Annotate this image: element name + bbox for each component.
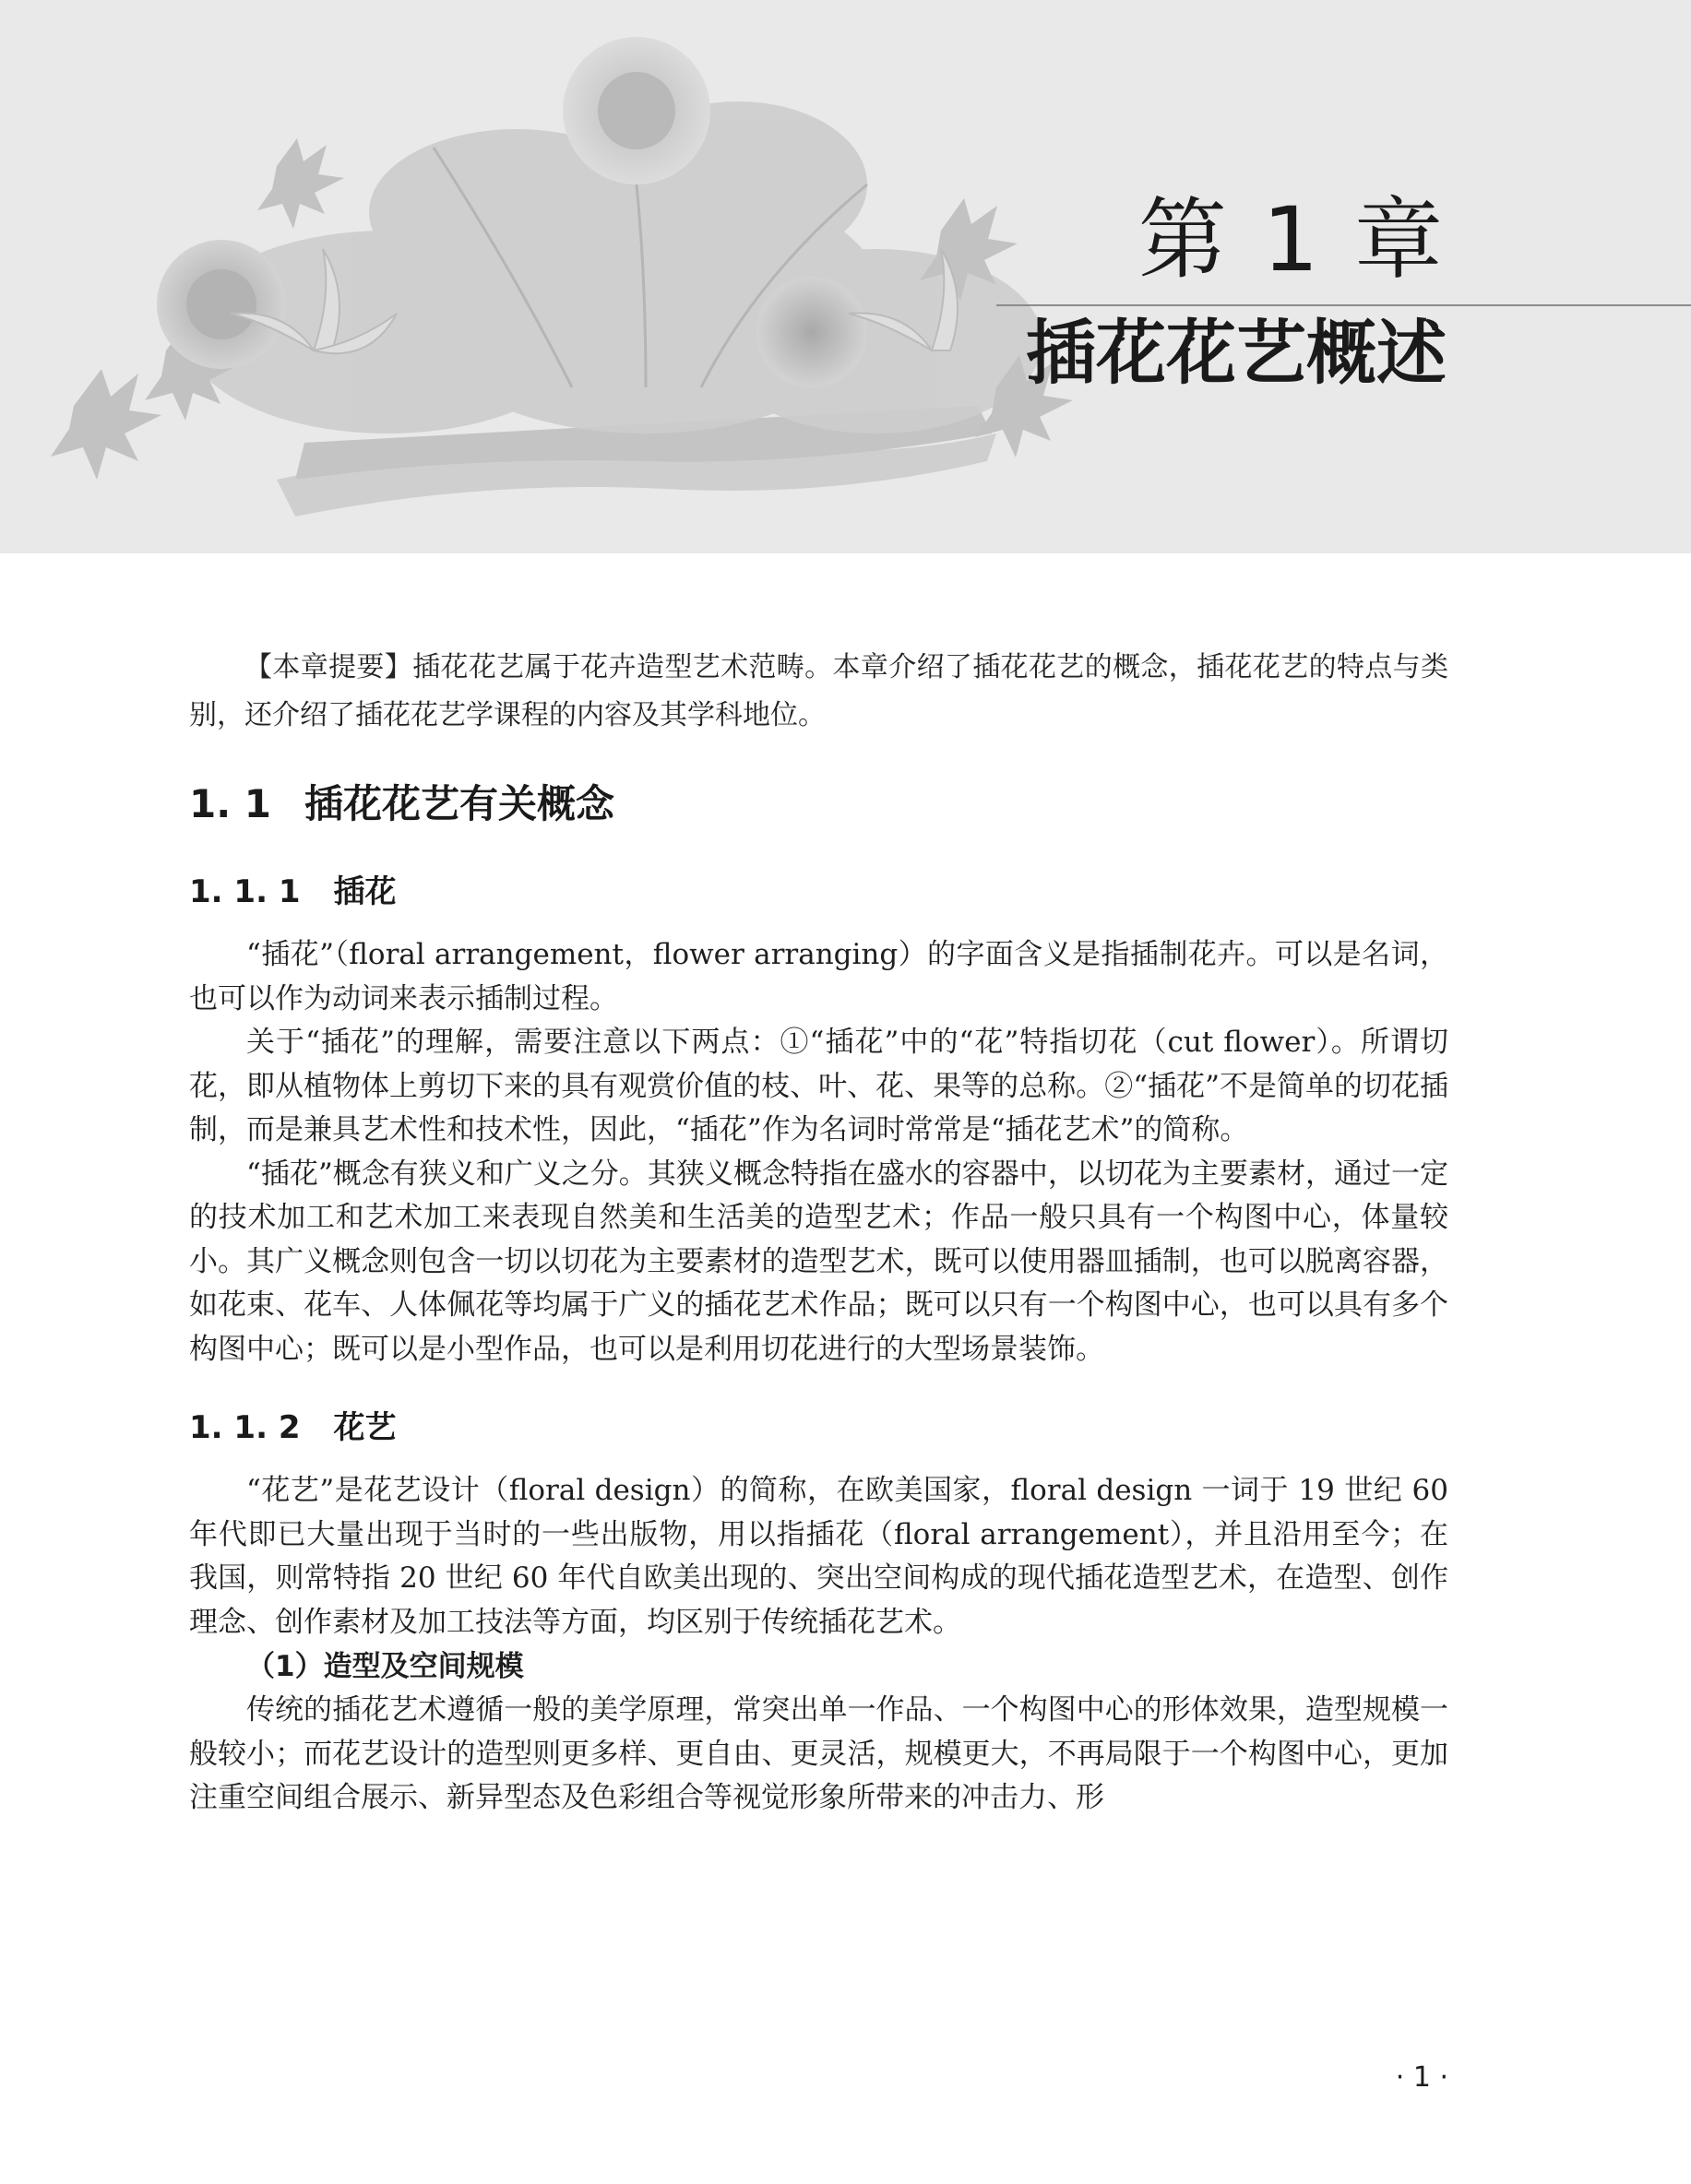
chapter-banner bbox=[0, 0, 1691, 553]
item-heading: （1）造型及空间规模 bbox=[246, 1650, 524, 1683]
paragraph: “插花”概念有狭义和广义之分。其狭义概念特指在盛水的容器中，以切花为主要素材，通过一定的技术加工和艺术加工来表现自然美和生活美的造型艺术；作品一般只具有一个构图中心，体量较小。其广义概念则包含一切以切花为主要素材的造型艺术，既可以使用器皿插制，也可以脱离容器，如花束、花车、人体佩花等均属于广义的插花艺术作品；既可以只有一个构图中心，也可以具有多个构图中心；既可以是小型作品，也可以是利用切花进行的大型场景装饰。 bbox=[189, 1157, 1448, 1366]
section-number: 1. 1 bbox=[189, 781, 272, 826]
section-title: 插花花艺有关概念 bbox=[304, 781, 615, 826]
paragraph: 传统的插花艺术遵循一般的美学原理，常突出单一作品、一个构图中心的形体效果，造型规模一般较小；而花艺设计的造型则更多样、更自由、更灵活，规模更大，不再局限于一个构图中心，更加注重空间组合展示、新异型态及色彩组合等视觉形象所带来的冲击力、形 bbox=[189, 1693, 1448, 1814]
subsection-heading bbox=[189, 1405, 1448, 1451]
chapter-title: 插花花艺概述 bbox=[1026, 312, 1447, 394]
subsection-number: 1. 1. 2 bbox=[189, 1409, 301, 1446]
paragraph: “花艺”是花艺设计（floral design）的简称，在欧美国家，floral design 一词于 19 世纪 60 年代即已大量出现于当时的一些出版物，用以指插花（floral arrangement），并且沿用至今；在我国，则常特指 20 世纪 60 年代自欧美出现的、突出空间构成的现代插花造型艺术，在造型、创作理念、创作素材及加工技法等方面，均区别于传统插花艺术。 bbox=[189, 1474, 1448, 1639]
section-heading bbox=[189, 777, 1448, 832]
page-number: · 1 · bbox=[1395, 2061, 1448, 2094]
subsection-number: 1. 1. 1 bbox=[189, 873, 301, 910]
paragraph: 关于“插花”的理解，需要注意以下两点：①“插花”中的“花”特指切花（cut flower）。所谓切花，即从植物体上剪切下来的具有观赏价值的枝、叶、花、果等的总称。②“插花”不是简单的切花插制，而是兼具艺术性和技术性，因此，“插花”作为名词时常常是“插花艺术”的简称。 bbox=[189, 1026, 1448, 1146]
subsection-title: 花艺 bbox=[333, 1409, 397, 1446]
paragraph: “插花”（floral arrangement，flower arranging）的字面含义是指插制花卉。可以是名词，也可以作为动词来表示插制过程。 bbox=[189, 938, 1448, 1015]
subsection-title: 插花 bbox=[333, 873, 397, 910]
chapter-summary: 【本章提要】插花花艺属于花卉造型艺术范畴。本章介绍了插花花艺的概念，插花花艺的特点与类别，还介绍了插花花艺学课程的内容及其学科地位。 bbox=[189, 651, 1448, 731]
page-content bbox=[189, 644, 1448, 1821]
subsection-heading bbox=[189, 869, 1448, 915]
chapter-number: 第 1 章 bbox=[1137, 188, 1447, 291]
chapter-rule bbox=[996, 304, 1691, 306]
